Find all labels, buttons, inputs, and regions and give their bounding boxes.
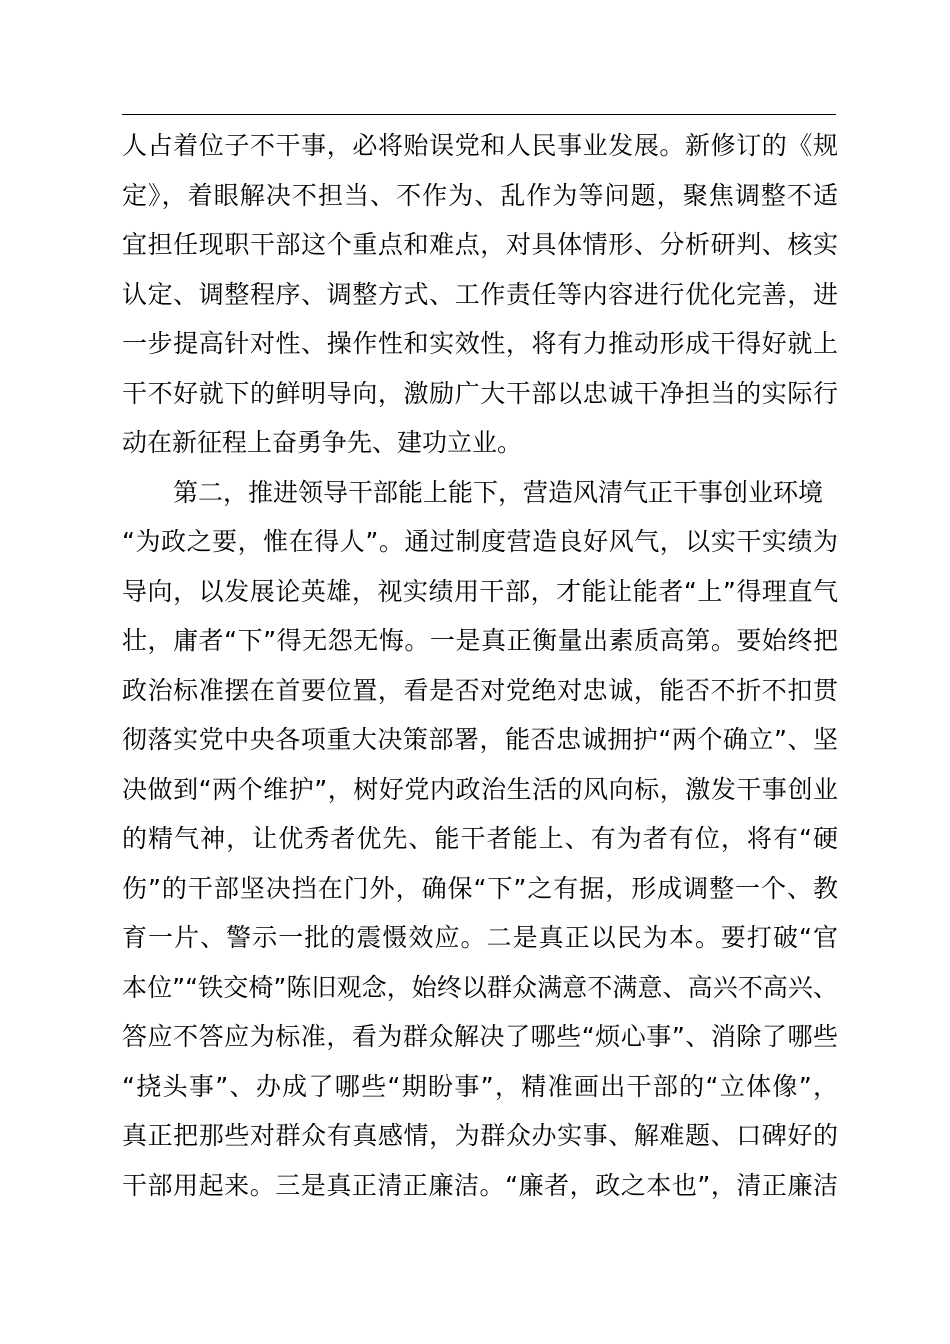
text-line: 人占着位子不干事，必将贻误党和人民事业发展。新修订的《规 xyxy=(122,131,838,160)
text-line: 伤”的干部坚决挡在门外，确保“下”之有据，形成调整一个、教 xyxy=(122,873,838,903)
section-heading: 第二，推进领导干部能上能下，营造风清气正干事创业环境 xyxy=(173,477,824,507)
text-line: 认定、调整程序、调整方式、工作责任等内容进行优化完善，进 xyxy=(122,279,838,309)
text-line: 本位”“铁交椅”陈旧观念，始终以群众满意不满意、高兴不高兴、 xyxy=(122,972,838,1002)
text-line: 真正把那些对群众有真感情，为群众办实事、解难题、口碑好的 xyxy=(122,1121,838,1150)
text-line: 一步提高针对性、操作性和实效性，将有力推动形成干得好就上 xyxy=(122,329,838,358)
text-line-paragraph-end: 动在新征程上奋勇争先、建功立业。 xyxy=(122,428,523,457)
text-line: 导向，以发展论英雄，视实绩用干部，才能让能者“上”得理直气 xyxy=(122,576,838,606)
text-line: 的精气神，让优秀者优先、能干者能上、有为者有位，将有“硬 xyxy=(122,824,838,853)
text-line: “挠头事”、办成了哪些“期盼事”，精准画出干部的“立体像”， xyxy=(122,1071,838,1101)
text-line: 干不好就下的鲜明导向，激励广大干部以忠诚干净担当的实际行 xyxy=(122,378,838,408)
text-line: 彻落实党中央各项重大决策部署，能否忠诚拥护“两个确立”、坚 xyxy=(122,725,838,754)
text-line: 干部用起来。三是真正清正廉洁。“廉者，政之本也”，清正廉洁 xyxy=(122,1170,838,1200)
text-line: 定》，着眼解决不担当、不作为、乱作为等问题，聚焦调整不适 xyxy=(122,180,838,210)
text-line: 宜担任现职干部这个重点和难点，对具体情形、分析研判、核实 xyxy=(122,230,838,259)
text-line: “为政之要，惟在得人”。通过制度营造良好风气，以实干实绩为 xyxy=(122,527,838,556)
text-line: 育一片、警示一批的震慑效应。二是真正以民为本。要打破“官 xyxy=(122,923,838,952)
text-line: 决做到“两个维护”，树好党内政治生活的风向标，激发干事创业 xyxy=(122,774,838,804)
header-rule xyxy=(122,114,836,115)
body-text xyxy=(122,121,838,1210)
text-line: 答应不答应为标准，看为群众解决了哪些“烦心事”、消除了哪些 xyxy=(122,1022,838,1051)
text-line: 政治标准摆在首要位置，看是否对党绝对忠诚，能否不折不扣贯 xyxy=(122,675,838,705)
text-line: 壮，庸者“下”得无怨无悔。一是真正衡量出素质高第。要始终把 xyxy=(122,626,838,655)
